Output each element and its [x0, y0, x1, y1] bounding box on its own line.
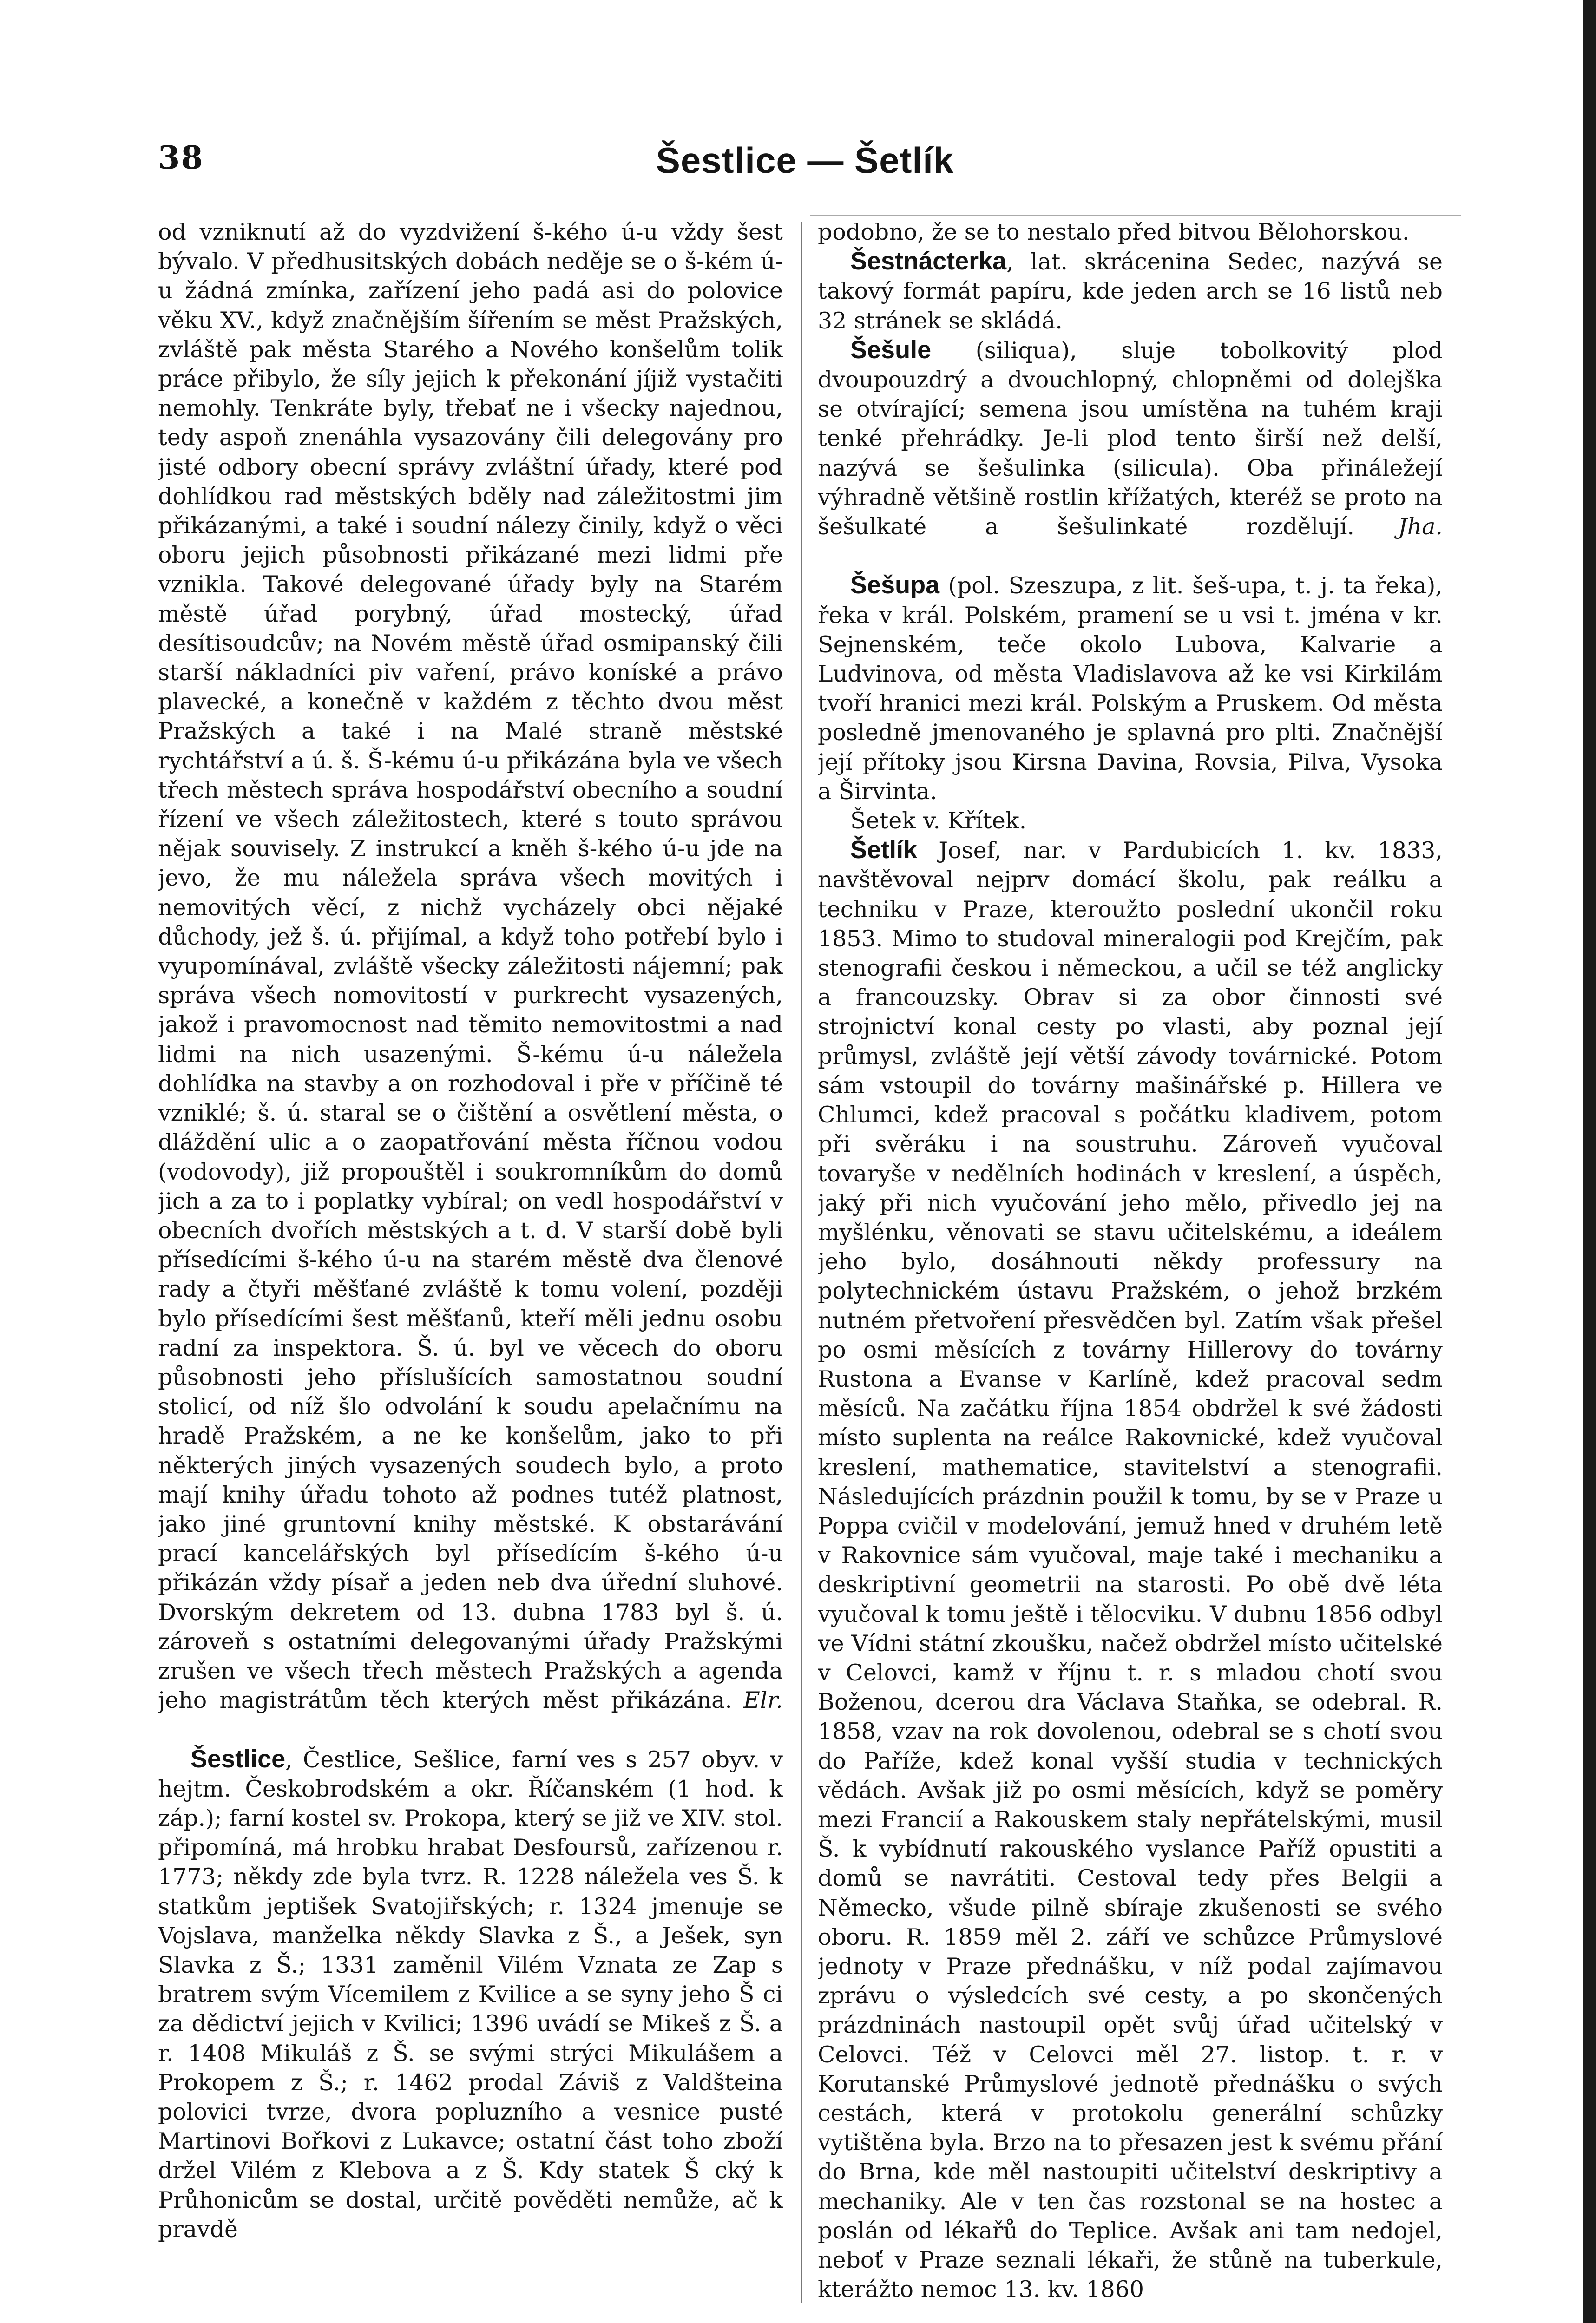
running-title: Šestlice — Šetlík — [656, 140, 954, 181]
entry-sestlice — [158, 1745, 783, 2244]
entry-text: (siliqua), sluje tobolkovitý plod dvoupouzdrý a dvouchlopný, chlopněmi od doleјška se otvírající; semena jsou umístěna na tuhém kraji tenké přehrádky. Je-li plod tento širší než delší, nazývá se šešulinka (silicula). Oba přináležejí výhradně většině rostlin křížatých, kteréž se proto na šešulkaté a šešulinkaté rozdělují. — [818, 337, 1443, 540]
entry-text: od vzniknutí až do vyzdvižení š-kého ú-u vždy šest bývalo. V předhusitských dobách neděje se o š-kém ú-u žádná zmínka, zařízení jeho padá asi do polovice věku XV., když značnějším šířením se měst Pražských, zvláště pak města Starého a Nového konšelům tolik práce přibylo, že síly jejich k překonání jíjiž vystačiti nemohly. Tenkráte byly, třebať ne i všecky najednou, tedy aspoň znenáhla vysazovány čili delegovány pro jisté odbory obecní správy zvláštní úřady, které pod dohlídkou rad městských bděly nad záležitostmi jim přikázanými, a také i soudní nálezy činily, když o věci oboru jejich působnosti přikázané mezi lidmi pře vznikla. Takové delegované úřady byly na Starém městě úřad porybný, úřad mostecký, úřad desítisoudcův; na Novém městě úřad osmipanský čili starší nákladníci piv vaření, právo koníské a právo plavecké, a konečně v každém z těchto dvou měst Pražských a také i na Malé straně městské rychtářství a ú. š. Š-kému ú-u přikázána byla ve všech třech městech správa hospodářství obecního a soudní řízení ve všech záležitostech, které s touto správou nějak souvisely. Z instrukcí a kněh š-kého ú-u jde na jevo, že mu náležela správa všech movitých i nemovitých věcí, z nichž vycházely obci nějaké důchody, jež š. ú. přijímal, a když toho potřebí bylo i vyupomínával, zvláště všecky záležitosti nájemní; pak správa všech nomovitostí v purkrecht vysazených, jakož i pravomocnost nad těmito nemovitostmi a nad lidmi na nich usazenými. Š-kému ú-u náležela dohlídka na stavby a on rozhodoval i pře v příčině té vzniklé; š. ú. staral se o čištění a osvětlení města, o dláždění ulic a o zaopatřování města říčnou vodou (vodovody), již propouštěl i soukromníkům do domů jich a za to i poplatky vybíral; on vedl hospodářství v obecních dvořích městských a t. d. V starší době byli přísedícími š-kého ú-u na starém městě dva členové rady a čtyři měšťané zvláště k tomu volení, později bylo přísedícími šest měšťanů, kteří měli jednu osobu radní za inspektora. Š. ú. byl ve věcech do oboru působnosti jeho příslušících samostatnou soudní stolicí, od níž šlo odvolání k soudu apelačnímu na hradě Pražském, a ne ke konšelům, jako to při některých jiných vysazených soudech bylo, a proto mají knihy úřadu tohoto až podnes tutéž platnost, jako jiné gruntovní knihy městské. K obstarávání prací kancelářských byl přísedícím š-kého ú-u přikázán vždy písař a jeden neb dva úřední sluhové. Dvorským dekretem od 13. dubna 1783 byl š. ú. zároveň s ostatními delegovanými úřady Pražskými zrušen ve všech třech městech Pražských a agenda jeho magistrátům těch kterých měst přikázána. — [158, 219, 783, 1714]
headword: Šetlík — [850, 836, 918, 864]
author-signature: Jha. — [1398, 513, 1443, 540]
entry-text: (pol. Szeszupa, z lit. šeš-upa, t. j. ta řeka), řeka v král. Polském, pramení se u vsi t. jména v kr. Sejnenském, teče okolo Lubova, Kalvarie a Ludvinova, od města Vladislavova až ke vsi Kirkilám tvoří hranici mezi král. Polským a Pruskem. Od města posledně jmenovaného je splavná pro plti. Značnější její přítoky jsou Kirsna Davina, Rovsia, Pilva, Vysoka a Širvinta. — [818, 572, 1443, 805]
entry-sestnacterka — [818, 247, 1443, 335]
entry-text: podobno, že se to nestalo před bitvou Bělohorskou. — [818, 219, 1410, 245]
right-column — [818, 217, 1443, 2308]
entry-setek — [818, 806, 1443, 835]
headword: Šestnácterka — [850, 247, 1007, 276]
right-column-top-rule — [810, 215, 1461, 216]
entry-text: Josef, nar. v Pardubicích 1. kv. 1833, navštěvoval nejprv domácí školu, pak reálku a techniku v Praze, kteroužto poslední ukončil roku 1853. Mimo to studoval mineralogii pod Krejčím, pak stenografii českou i německou, a učil se též anglicky a francouzsky. Obrav si za obor činnosti své strojnictví konal cesty po vlasti, aby poznal její průmysl, zvláště její větší závody továrnické. Potom sám vstoupil do továrny mašinářské p. Hillera ve Chlumci, kdež pracoval s počátku kladivem, potom při svěráku i na soustruhu. Zároveň vyučoval tovaryše v nedělních hodinách v kreslení, a úspěch, jaký při nich vyučování jeho mělo, přivedlo jej na myšlénku, věnovati se stavu učitelskému, a ideálem jeho bylo, dosáhnouti někdy professury na polytechnickém ústavu Pražském, o jehož brzkém nutném přetvoření přesvědčen byl. Zatím však přešel po osmi měsících z továrny Hillerovy do továrny Rustona a Evanse v Karlíně, kdež pracoval sedm měsíců. Na začátku října 1854 obdržel k své žádosti místo suplenta na reálce Rakovnické, kdež vyučoval kreslení, mathematice, stavitelství a stenografii. Následujících prázdnin použil k tomu, by se v Praze u Poppa cvičil v modelování, jemuž hned v druhém letě v Rakovnice sám vyučoval, maje také i mechaniku a deskriptivní geometrii na starosti. Po obě dvě léta vyučoval k tomu ještě i tělocviku. V dubnu 1856 odbyl ve Vídni státní zkoušku, načež obdržel místo učitelské v Celovci, kamž v říjnu t. r. s mladou chotí svou Boženou, dcerou dra Václava Staňka, se odebral. R. 1858, vzav na rok dovolenou, odebral se s chotí svou do Paříže, kdež konal vyšší studia v technických vědách. Avšak již po osmi měsících, když se poměry mezi Francií a Rakouskem staly nepřátelskými, musil Š. k vybídnutí rakouského vyslance Paříž opustiti a domů se navrátiti. Cestoval tedy přes Belgii a Německo, všude pilně sbíraje zkušenosti se svého oboru. R. 1859 měl 2. září ve schůzce Průmyslové jednoty v Praze přednášku, v níž podal zajímavou zprávu o výsledcích své cesty, a po skončených prázdninách nastoupil opět svůj úřad učitelský v Celovci. Též v Celovci měl 27. listop. t. r. v Korutanské Průmyslové jednotě přednášku o svých cestách, která v protokolu generální schůzky vytištěna byla. Brzo na to přesazen jest k svému přání do Brna, kde měl nastoupiti učitelství deskriptivy a mechaniky. Ale v ten čas rozstonal se na hostec a poslán od lékařů do Teplice. Avšak ani tam nedojel, neboť v Praze seznali lékaři, že stůně na tuberkule, kterážto nemoc 13. kv. 1860 — [818, 837, 1443, 2303]
entry-setlik — [818, 835, 1443, 2304]
entry-sesule — [818, 335, 1443, 571]
page-edge-right — [1583, 0, 1596, 2323]
left-column — [158, 217, 783, 2308]
entry-sestni-urad-continuation — [158, 217, 783, 1745]
page-number: 38 — [158, 139, 204, 177]
entry-text: , Čestlice, Sešlice, farní ves s 257 obyv. v hejtm. Českobrodském a okr. Říčanském (1 hod. k záp.); farní kostel sv. Prokopa, který se již ve XIV. stol. připomíná, má hrobku hrabat Desfoursů, zařízenou r. 1773; někdy zde byla tvrz. R. 1228 náležela ves Š. k statkům jeptišek Svatojiřských; r. 1324 jmenuje se Vojslava, manželka někdy Slavka z Š., a Ješek, syn Slavka z Š.; 1331 zaměnil Vilém Vznata ze Zap s bratrem svým Vícemilem z Kvilice a se syny jeho Š ci za dědictví jejich v Kvilici; 1396 uvádí se Mikeš z Š. a r. 1408 Mikuláš z Š. se svými strýci Mikulášem a Prokopem z Š.; r. 1462 prodal Záviš z Valdšteina polovici tvrze, dvora popluzního a vesnice pusté Martinovi Bořkovi z Lukavce; ostatní část toho zboží držel Vilém z Klebova a z Š. Kdy statek Š cký k Průhonicům se dostal, určitě pověděti nemůže, ač k pravdě — [158, 1746, 783, 2243]
entry-text: , lat. skrácenina Sedec, nazývá se takový formát papíru, kde jeden arch se 16 listů neb 32 stránek se skládá. — [818, 249, 1443, 334]
headword: Šestlice — [190, 1745, 286, 1773]
page-header — [158, 139, 1452, 195]
headword: Šešule — [850, 335, 932, 364]
entry-sesupa — [818, 571, 1443, 806]
column-divider — [801, 222, 802, 2303]
entry-text: Šetek v. Křítek. — [850, 807, 1027, 834]
headword: Šešupa — [850, 571, 940, 599]
author-signature: Elr. — [743, 1687, 783, 1714]
entry-sestlice-continuation — [818, 217, 1443, 247]
